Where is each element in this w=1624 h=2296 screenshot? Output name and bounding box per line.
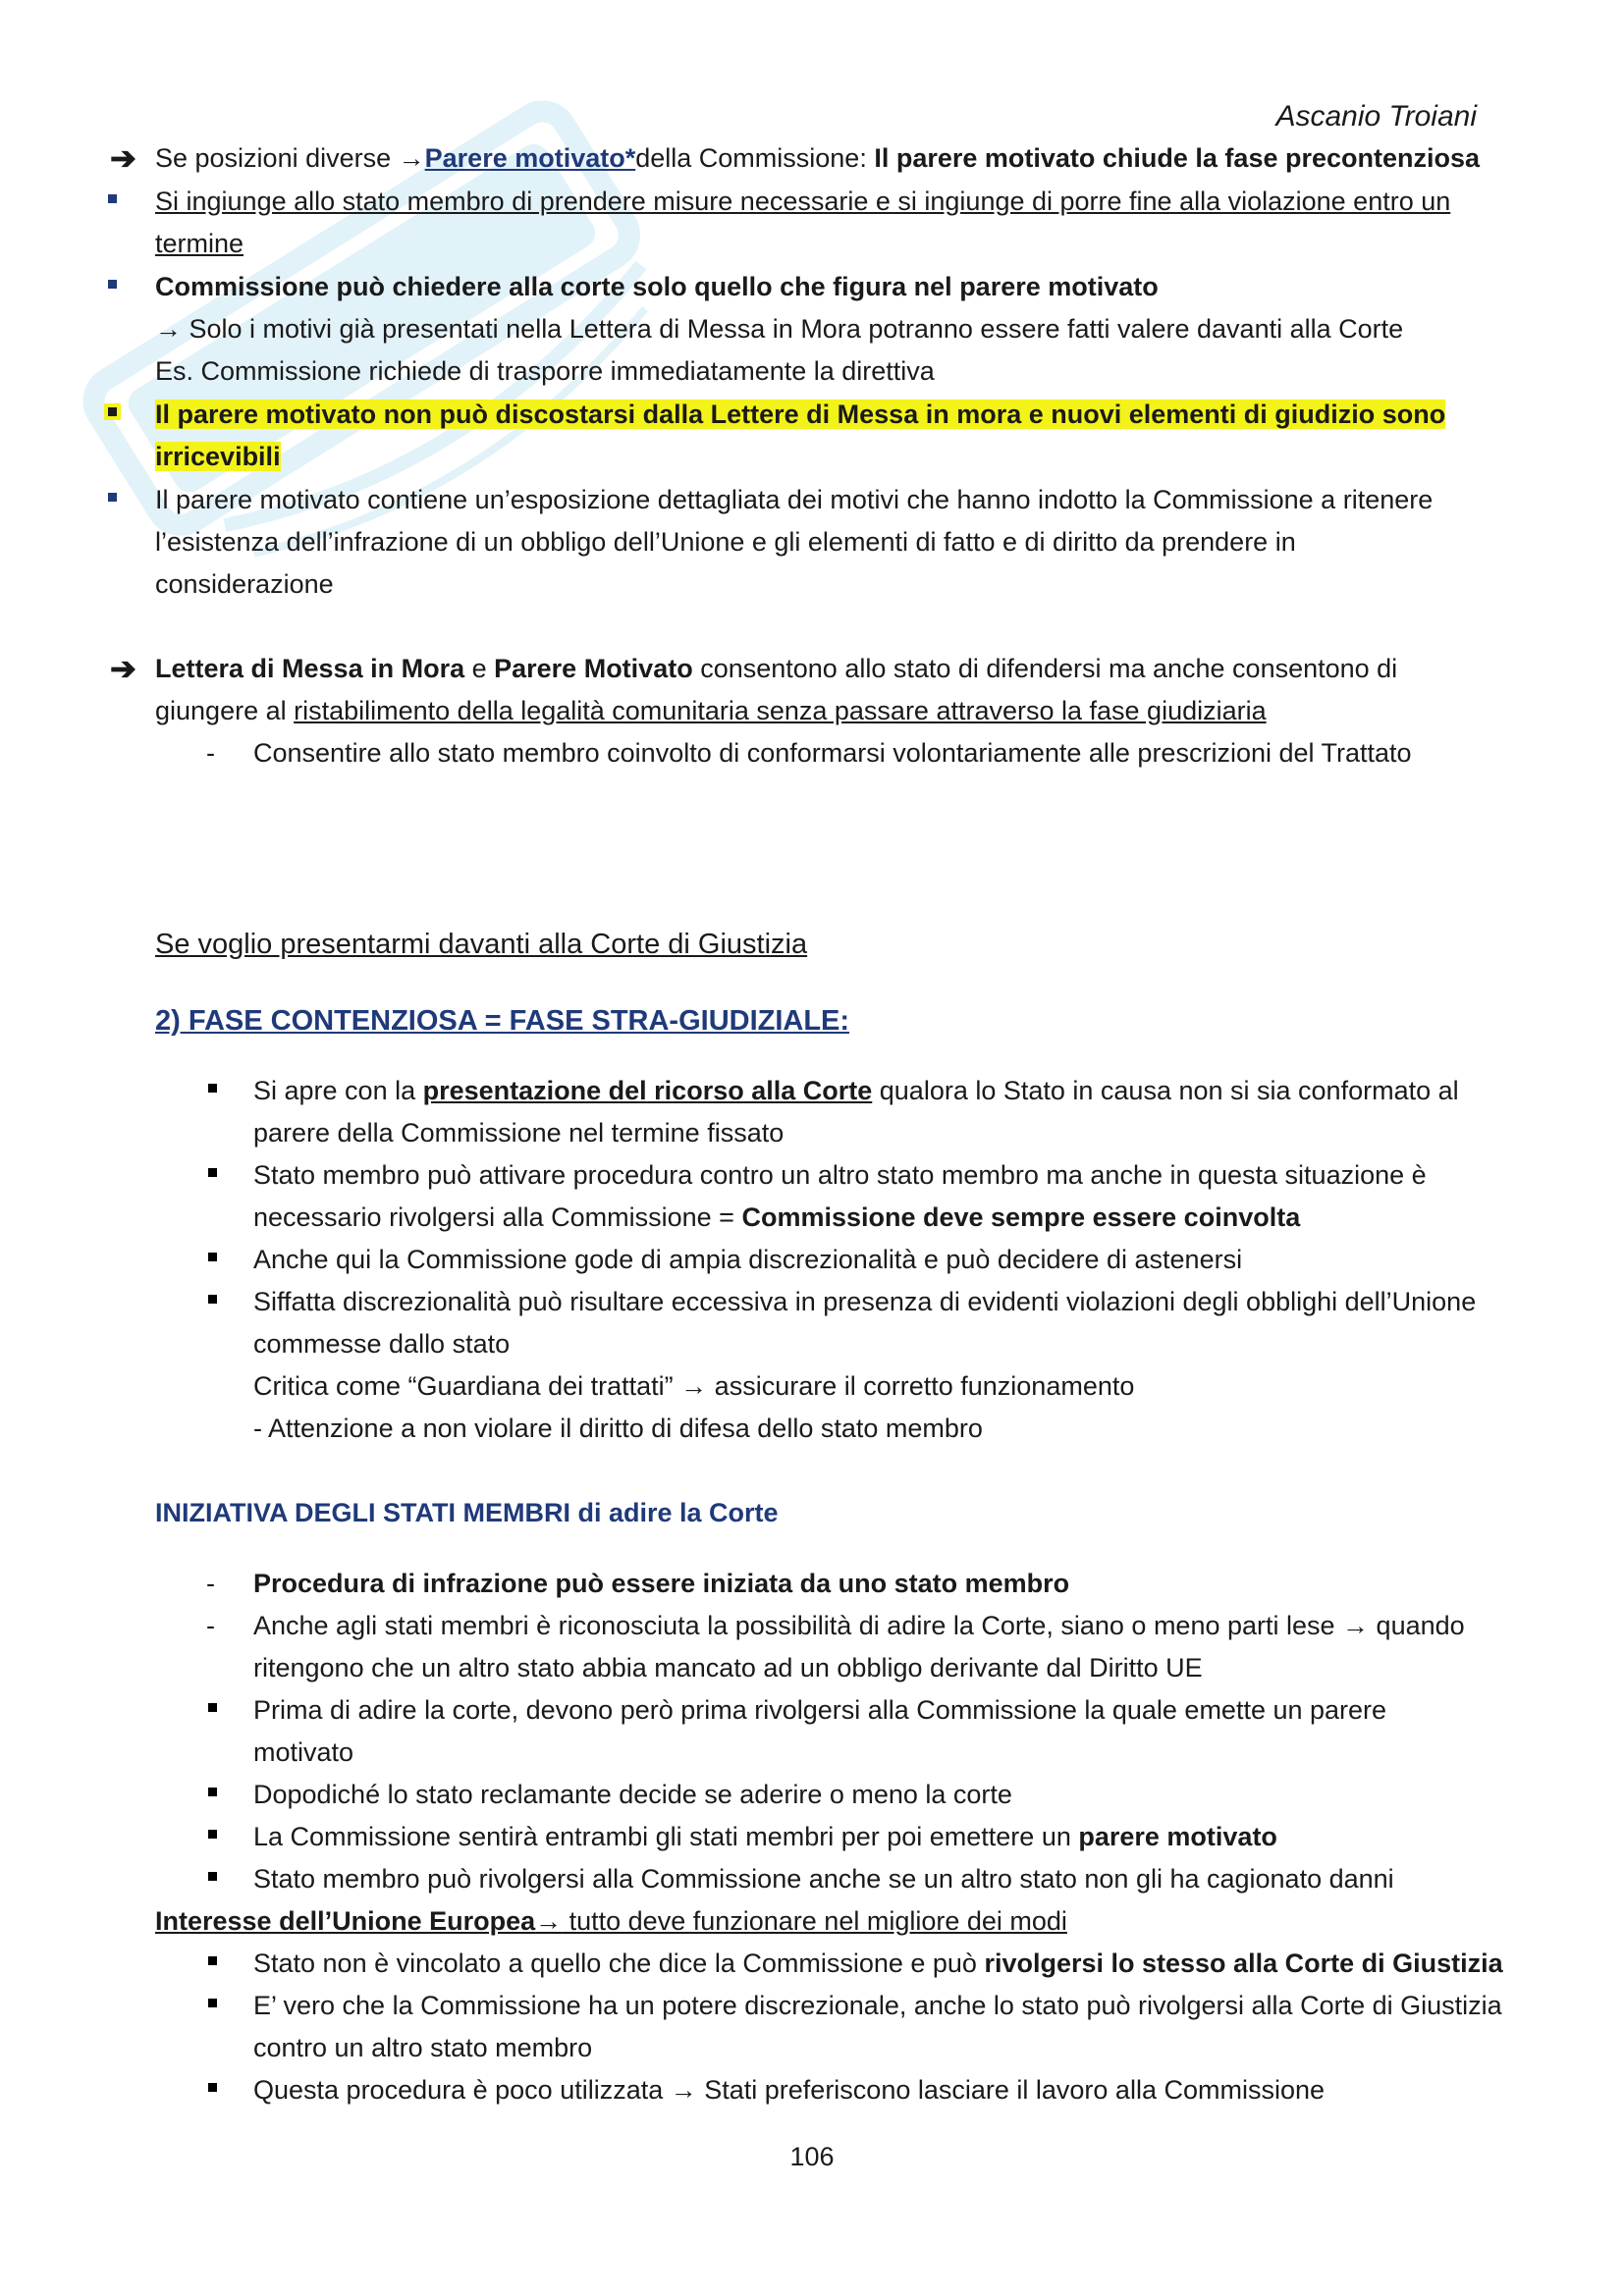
text-line: E’ vero che la Commissione ha un potere discrezionale, anche lo stato può rivolgersi alla Corte di Giustizia [253, 1991, 1502, 2020]
text-line: Consentire allo stato membro coinvolto di conformarsi volontariamente alle prescrizioni del Trattato [253, 738, 1412, 768]
text-line: Stato membro può rivolgersi alla Commissione anche se un altro stato non gli ha cagionato danni [253, 1864, 1394, 1894]
text-line: Stato membro può attivare procedura contro un altro stato membro ma anche in questa situazione è [253, 1160, 1427, 1190]
text-line: Si apre con la presentazione del ricorso alla Corte qualora lo Stato in causa non si sia conformato al [253, 1076, 1459, 1105]
text-line: Stato non è vincolato a quello che dice la Commissione e può rivolgersi lo stesso alla Corte di Giustizia [253, 1949, 1503, 1978]
arrow-right-icon: → [155, 314, 182, 344]
text-line: termine [155, 229, 244, 258]
text-line: → Solo i motivi già presentati nella Lettera di Messa in Mora potranno essere fatti valere davanti alla Corte [155, 314, 1404, 344]
text-line: Prima di adire la corte, devono però prima rivolgersi alla Commissione la quale emette un parere [253, 1695, 1387, 1725]
text-line: l’esistenza dell’infrazione di un obbligo dell’Unione e gli elementi di fatto e di diritto da prendere in [155, 527, 1296, 557]
square-bullet-icon [108, 194, 117, 203]
text-line: irricevibili [155, 442, 281, 471]
text-line: motivato [253, 1737, 354, 1767]
text-line: Anche qui la Commissione gode di ampia discrezionalità e può decidere di astenersi [253, 1245, 1243, 1274]
text-line: Lettera di Messa in Mora e Parere Motivato consentono allo stato di difendersi ma anche consentono di [155, 654, 1398, 683]
square-bullet-icon [208, 1999, 217, 2007]
text-line: Il parere motivato contiene un’esposizione dettagliata dei motivi che hanno indotto la Commissione a ritenere [155, 485, 1434, 514]
page-number: 106 [789, 2142, 835, 2171]
text-line: Siffatta discrezionalità può risultare eccessiva in presenza di evidenti violazioni degli obblighi dell’Unione [253, 1287, 1477, 1316]
arrow-right-icon: → [670, 2075, 697, 2105]
text-line: Questa procedura è poco utilizzata → Stati preferiscono lasciare il lavoro alla Commissione [253, 2075, 1326, 2105]
text-line: Critica come “Guardiana dei trattati” → assicurare il corretto funzionamento [253, 1371, 1135, 1401]
text-line: necessario rivolgersi alla Commissione = Commissione deve sempre essere coinvolta [253, 1202, 1301, 1232]
section-heading-2: INIZIATIVA DEGLI STATI MEMBRI di adire la Corte [155, 1498, 779, 1527]
text-line: Dopodiché lo stato reclamante decide se aderire o meno la corte [253, 1780, 1012, 1809]
text-line: Si ingiunge allo stato membro di prendere misure necessarie e si ingiunge di porre fine alla violazione entro un [155, 187, 1451, 216]
square-bullet-icon [208, 1295, 217, 1304]
square-bullet-icon [208, 1703, 217, 1712]
text-line: Procedura di infrazione può essere iniziata da uno stato membro [253, 1569, 1070, 1598]
square-bullet-icon [108, 280, 117, 289]
text-line: Es. Commissione richiede di trasporre immediatamente la direttiva [155, 356, 935, 386]
dash-bullet: - [206, 1569, 215, 1598]
square-bullet-icon [208, 1788, 217, 1796]
text-line: parere della Commissione nel termine fissato [253, 1118, 785, 1148]
text-line: giungere al ristabilimento della legalità comunitaria senza passare attraverso la fase giudiziaria [155, 696, 1267, 725]
text-line: ritengono che un altro stato abbia mancato ad un obbligo derivante dal Diritto UE [253, 1653, 1203, 1682]
square-bullet-icon [208, 1168, 217, 1177]
author-name: Ascanio Troiani [1275, 100, 1477, 133]
dash-bullet: - [206, 1611, 215, 1640]
dash-bullet: - [206, 738, 215, 768]
section-heading: 2) FASE CONTENZIOSA = FASE STRA-GIUDIZIALE: [155, 1005, 850, 1037]
arrow-right-icon: ➔ [110, 651, 136, 686]
arrow-right-icon: → [1342, 1611, 1370, 1640]
text-line: Interesse dell’Unione Europea→ tutto deve funzionare nel migliore dei modi [155, 1906, 1067, 1936]
square-bullet-icon [208, 2083, 217, 2092]
square-bullet-icon [208, 1872, 217, 1881]
square-bullet-icon [208, 1830, 217, 1839]
square-bullet-icon [208, 1956, 217, 1965]
arrow-right-icon: → [680, 1371, 708, 1401]
text-line: La Commissione sentirà entrambi gli stati membri per poi emettere un parere motivato [253, 1822, 1277, 1851]
arrow-right-icon: ➔ [110, 140, 136, 176]
text-line: commesse dallo stato [253, 1329, 511, 1359]
section-intro: Se voglio presentarmi davanti alla Corte di Giustizia [155, 929, 808, 960]
square-bullet-icon [108, 407, 117, 416]
text-line: Se posizioni diverse →Parere motivato*della Commissione: Il parere motivato chiude la fase precontenziosa [155, 143, 1481, 173]
text-line: Il parere motivato non può discostarsi dalla Lettere di Messa in mora e nuovi elementi di giudizio sono [155, 400, 1446, 429]
text-line: contro un altro stato membro [253, 2033, 593, 2062]
arrow-right-icon: → [398, 143, 425, 173]
text-line: Commissione può chiedere alla corte solo quello che figura nel parere motivato [155, 272, 1159, 301]
text-line: Anche agli stati membri è riconosciuta la possibilità di adire la Corte, siano o meno parti lese → quando [253, 1611, 1465, 1640]
square-bullet-icon [208, 1084, 217, 1093]
square-bullet-icon [208, 1253, 217, 1261]
text-line: considerazione [155, 569, 334, 599]
text-line: - Attenzione a non violare il diritto di difesa dello stato membro [253, 1414, 983, 1443]
arrow-right-icon: → [535, 1906, 563, 1936]
square-bullet-icon [108, 493, 117, 502]
